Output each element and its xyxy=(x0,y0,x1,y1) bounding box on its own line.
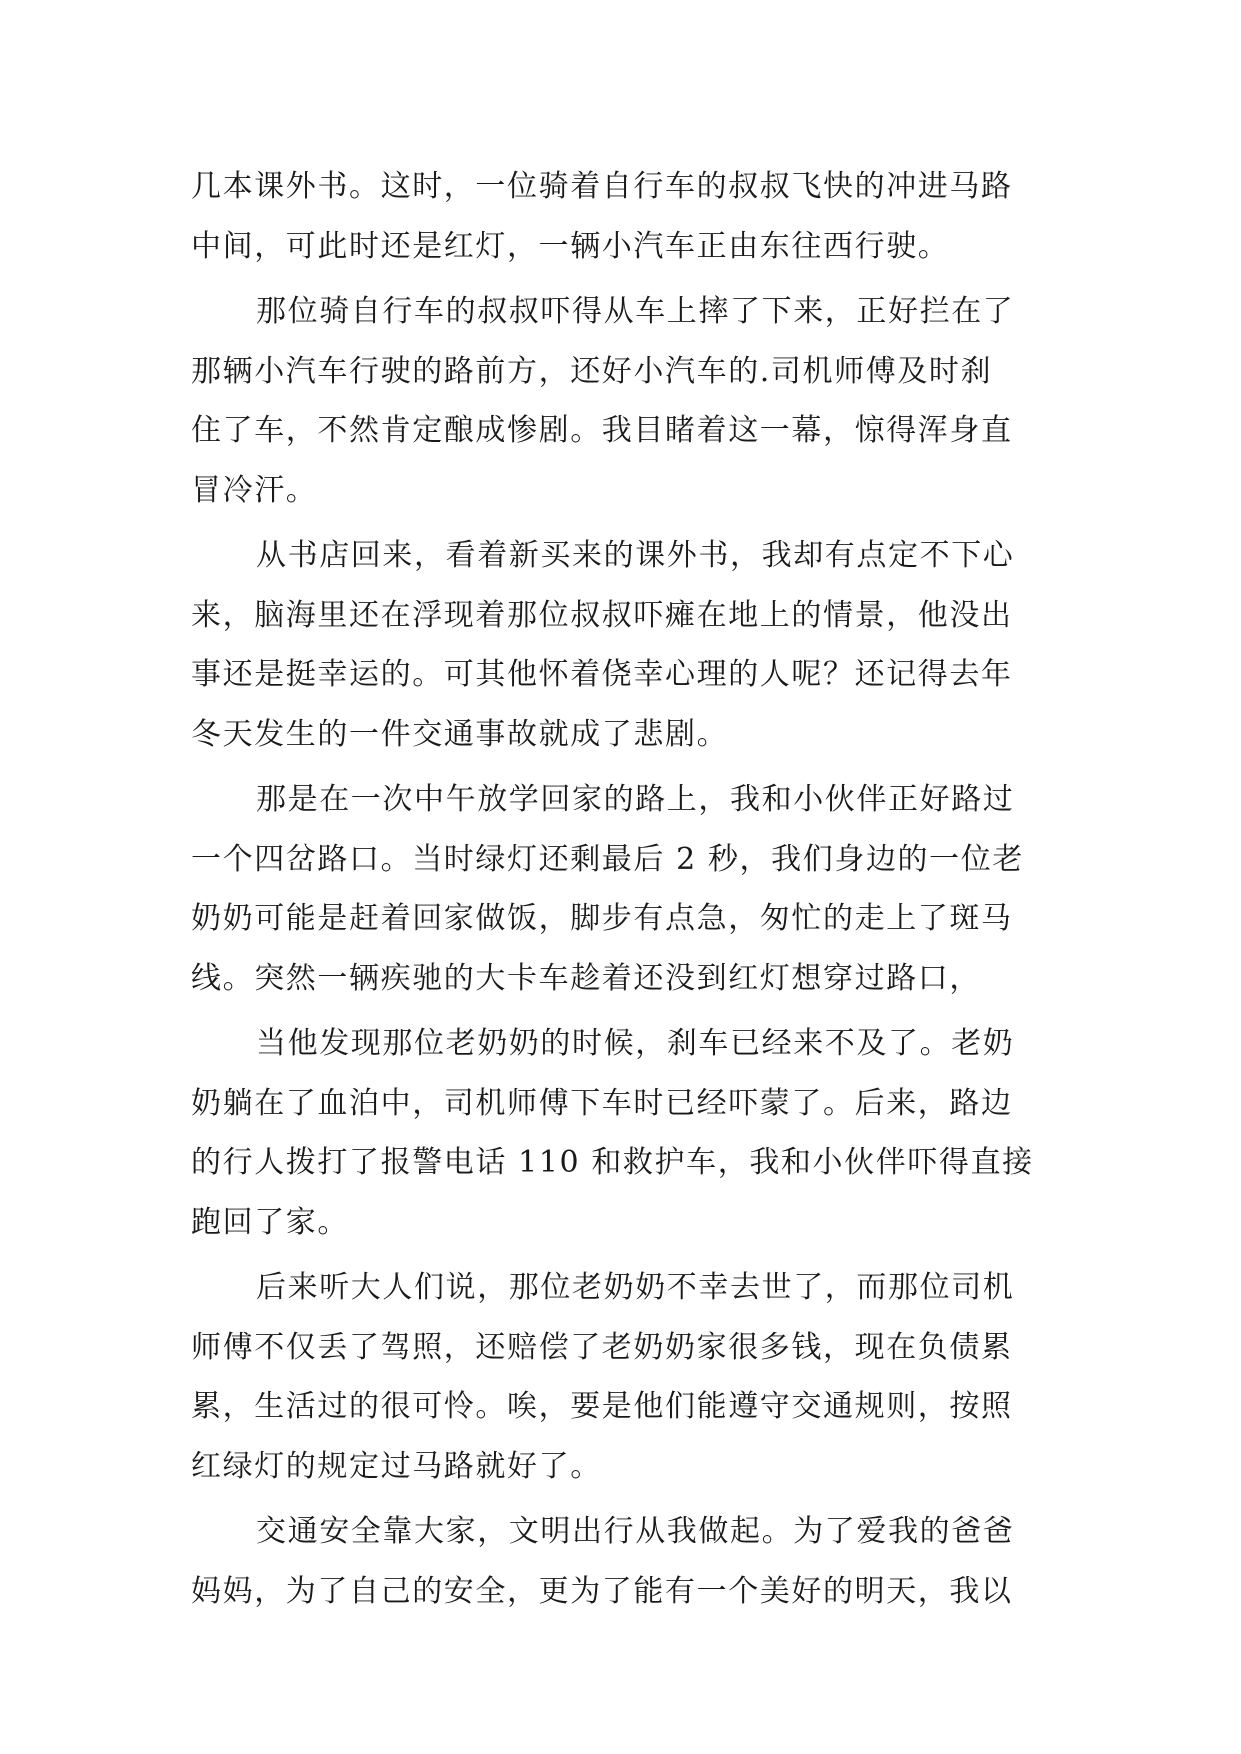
text-line: 妈妈，为了自己的安全，更为了能有一个美好的明天，我以 xyxy=(191,1573,1013,1609)
text-line: 的行人拨打了报警电话 110 和救护车，我和小伙伴吓得直接 xyxy=(191,1145,1034,1180)
text-line: 红绿灯的规定过马路就好了。 xyxy=(191,1448,602,1484)
text-line: 奶奶可能是赶着回家做饭，脚步有点急，匆忙的走上了斑马 xyxy=(191,901,1013,936)
text-line: 累，生活过的很可怜。唉，要是他们能遵守交通规则，按照 xyxy=(191,1389,1013,1424)
paragraph-first-line: 那是在一次中午放学回家的路上，我和小伙伴正好路过 xyxy=(256,782,1015,817)
text-line: 线。突然一辆疾驰的大卡车趁着还没到红灯想穿过路口， xyxy=(191,960,981,996)
text-line: 事还是挺幸运的。可其他怀着侥幸心理的人呢？还记得去年 xyxy=(191,657,1013,692)
document-body xyxy=(191,157,1053,1621)
paragraph-first-line: 后来听大人们说，那位老奶奶不幸去世了，而那位司机 xyxy=(256,1270,1015,1305)
text-line: 跑回了家。 xyxy=(191,1204,349,1240)
paragraph-first-line: 从书店回来，看着新买来的课外书，我却有点定不下心 xyxy=(256,538,1015,573)
text-line: 住了车，不然肯定酿成惨剧。我目睹着这一幕，惊得浑身直 xyxy=(191,413,1013,448)
text-line: 来，脑海里还在浮现着那位叔叔吓瘫在地上的情景，他没出 xyxy=(191,597,1013,633)
paragraph-first-line: 当他发现那位老奶奶的时候，刹车已经来不及了。老奶 xyxy=(256,1026,1015,1061)
text-line: 冒冷汗。 xyxy=(191,472,318,508)
text-line: 那辆小汽车行驶的路前方，还好小汽车的.司机师傅及时刹 xyxy=(191,353,993,389)
text-line: 师傅不仅丢了驾照，还赔偿了老奶奶家很多钱，现在负债累 xyxy=(191,1329,1013,1365)
paragraph-first-line: 那位骑自行车的叔叔吓得从车上摔了下来，正好拦在了 xyxy=(256,294,1015,329)
text-line: 中间，可此时还是红灯，一辆小汽车正由东往西行驶。 xyxy=(191,228,950,264)
text-line: 冬天发生的一件交通事故就成了悲剧。 xyxy=(191,716,729,752)
text-line: 几本课外书。这时，一位骑着自行车的叔叔飞快的冲进马路 xyxy=(191,169,1013,204)
paragraph-first-line: 交通安全靠大家，文明出行从我做起。为了爱我的爸爸 xyxy=(256,1514,1015,1549)
text-line: 奶躺在了血泊中，司机师傅下车时已经吓蒙了。后来，路边 xyxy=(191,1085,1013,1121)
text-line: 一个四岔路口。当时绿灯还剩最后 2 秒，我们身边的一位老 xyxy=(191,841,1024,877)
